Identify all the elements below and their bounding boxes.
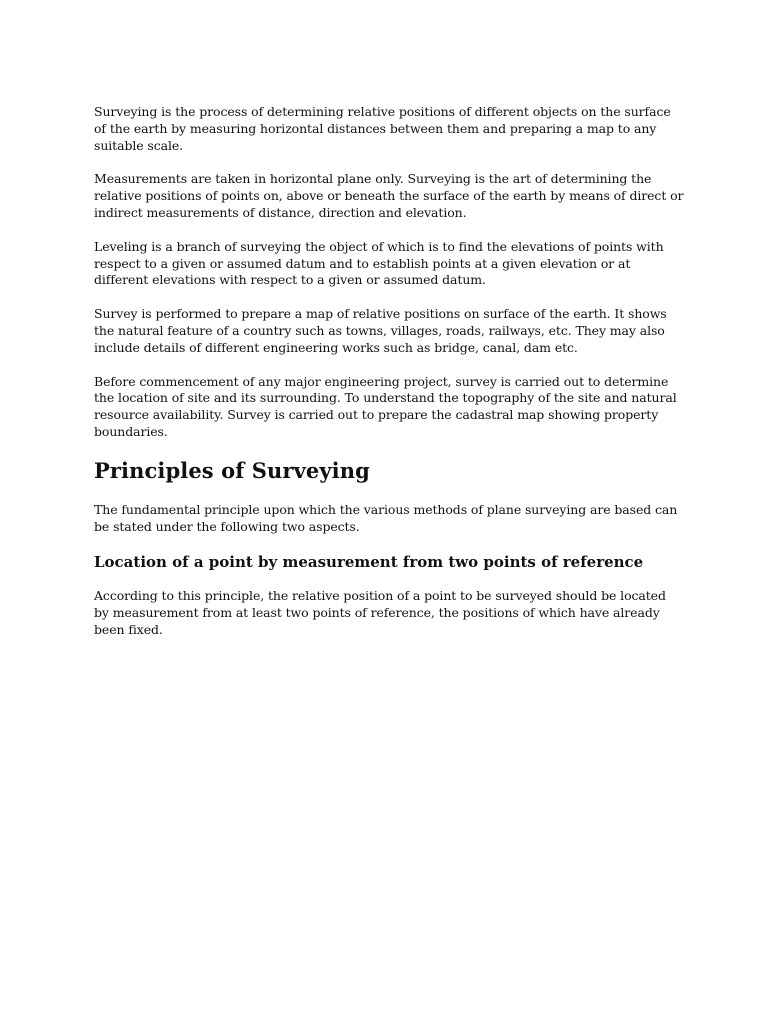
paragraph-leveling: Leveling is a branch of surveying the object of which is to find the elevations of points with respect to a given or assumed datum and to establish points at a given elevation or at different elevations with respect to a given or assumed datum.	[94, 238, 664, 288]
paragraph-survey-map: Survey is performed to prepare a map of relative positions on surface of the earth. It shows the natural feature of a country such as towns, villages, roads, railways, etc. They may also include details of different engineering works such as bridge, canal, dam etc.	[94, 306, 667, 355]
paragraph-principles: The fundamental principle upon which the various methods of plane surveying are based can be stated under the following two aspects.	[94, 501, 678, 534]
document-page	[94, 104, 684, 656]
paragraph-location: According to this principle, the relative position of a point to be surveyed should be located by measurement from at least two points of reference, the positions of which have already been fixed.	[94, 588, 666, 637]
heading-principles: Principles of Surveying	[94, 457, 370, 483]
subheading-location: Location of a point by measurement from two points of reference	[94, 553, 644, 572]
paragraph-measurements: Measurements are taken in horizontal plane only. Surveying is the art of determining the relative positions of points on, above or beneath the surface of the earth by means of direct or indirect measurements of distance, direction and elevation.	[94, 171, 684, 220]
paragraph-engineering-project: Before commencement of any major engineering project, survey is carried out to determine the location of site and its surrounding. To understand the topography of the site and natural resource availability. Survey is carried out to prepare the cadastral map showing property boundaries.	[94, 373, 677, 439]
paragraph-definition: Surveying is the process of determining relative positions of different objects on the surface of the earth by measuring horizontal distances between them and preparing a map to any suitable scale.	[94, 104, 671, 153]
